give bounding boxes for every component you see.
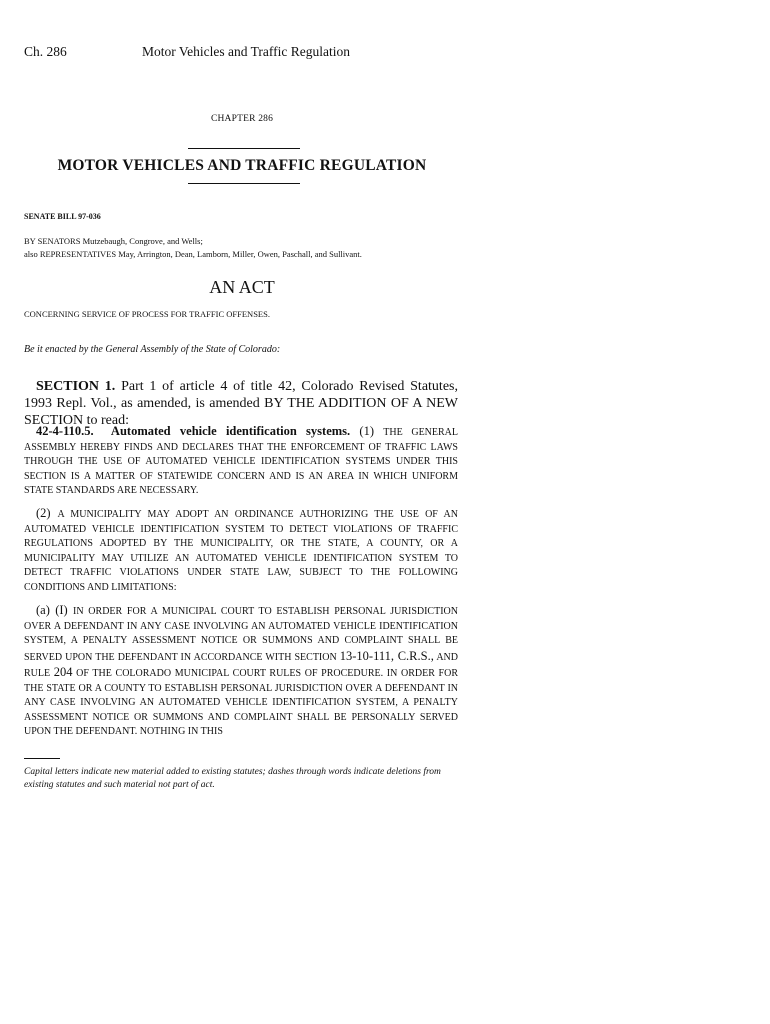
subsection-2a-text-1: IN ORDER FOR A MUNICIPAL COURT TO ESTABLISH PERSONAL JURISDICTION OVER A DEFENDANT IN ANY CASE INVOLVING AN AUTOMATED VEHICLE IDENTIFICATION SYSTEM, A PENALTY ASSESSMENT NOTICE OR SUMMONS AND COMPLAINT SHALL BE SERVED UPON THE DEFENDANT IN ACCORDANCE WITH SECTION [24, 606, 458, 663]
chapter-label: CHAPTER 286 [210, 114, 274, 124]
subsection-2-text: A MUNICIPALITY MAY ADOPT AN ORDINANCE AUTHORIZING THE USE OF AN AUTOMATED VEHICLE IDENTIFICATION SYSTEM TO DETECT VIOLATIONS OF TRAFFIC REGULATIONS ADOPTED BY THE MUNICIPALITY, OR THE STATE, A COUNTY, OR A MUNICIPALITY MAY UTILIZE AN AUTOMATED VEHICLE IDENTIFICATION SYSTEM TO DETECT TRAFFIC VIOLATIONS UNDER STATE LAW, SUBJECT TO THE FOLLOWING CONDITIONS AND LIMITATIONS: [24, 509, 458, 593]
running-header-title: Motor Vehicles and Traffic Regulation [142, 44, 350, 59]
section-1-text: Part 1 of article 4 of title 42, Colorado Revised Statutes, 1993 Repl. Vol., as amended, is amended BY THE ADDITION OF A NEW SECTION to read: [24, 379, 458, 428]
page-title: MOTOR VEHICLES AND TRAFFIC REGULATION [57, 157, 427, 174]
title-rule-top [188, 148, 300, 149]
section-label: SECTION 1. [36, 379, 116, 394]
enacting-clause: Be it enacted by the General Assembly of the State of Colorado: [24, 344, 281, 355]
senate-sponsors: BY SENATORS Mutzebaugh, Congrove, and Wells; [24, 236, 203, 246]
subsection-2-marker: (2) [36, 506, 58, 520]
subsection-2a-text-2: AND RULE [24, 651, 458, 679]
subsection-2a-marker: (a) (I) [36, 603, 74, 617]
statute-number: 42-4-110.5. [36, 424, 94, 438]
statute-heading: Automated vehicle identification systems. [110, 424, 351, 438]
rule-number: 204 [53, 665, 73, 679]
subsection-2a-text-3: OF THE COLORADO MUNICIPAL COURT RULES OF PROCEDURE. IN ORDER FOR THE STATE OR A COUNTY TO ESTABLISH PERSONAL JURISDICTION OVER A DEFENDANT IN ANY CASE INVOLVING AN AUTOMATED VEHICLE IDENTIFICATION SYSTEM, A PENALTY ASSESSMENT NOTICE OR SUMMONS AND COMPLAINT SHALL BE PERSONALLY SERVED UPON THE DEFENDANT. NOTHING IN THIS [24, 668, 458, 737]
statute-subsection-1 [24, 424, 458, 499]
statute-subsection-2a [24, 603, 458, 740]
section-1-paragraph [24, 378, 458, 429]
running-header-chapter: Ch. 286 [24, 44, 67, 59]
house-sponsors: also REPRESENTATIVES May, Arrington, Dean, Lamborn, Miller, Owen, Paschall, and Sullivant. [24, 249, 362, 259]
act-subject: CONCERNING SERVICE OF PROCESS FOR TRAFFIC OFFENSES. [24, 309, 270, 319]
footnote: Capital letters indicate new material added to existing statutes; dashes through words indicate deletions from existing statutes and such material not part of act. [24, 767, 441, 790]
subsection-1-marker: (1) [350, 424, 384, 438]
statute-subsection-2 [24, 506, 458, 595]
act-title: AN ACT [209, 277, 275, 297]
statute-citation: 13-10-111, C.R.S., [339, 648, 434, 663]
title-rule-bottom [188, 183, 300, 184]
footnote-rule [24, 758, 60, 759]
subsection-1-text: THE GENERAL ASSEMBLY HEREBY FINDS AND DECLARES THAT THE ENFORCEMENT OF TRAFFIC LAWS THROUGH THE USE OF AUTOMATED VEHICLE IDENTIFICATION SYSTEMS UNDER THIS SECTION IS A MATTER OF STATEWIDE CONCERN AND IS AN AREA IN WHICH UNIFORM STATE STANDARDS ARE NECESSARY. [24, 427, 459, 496]
bill-number: SENATE BILL 97-036 [24, 212, 101, 221]
